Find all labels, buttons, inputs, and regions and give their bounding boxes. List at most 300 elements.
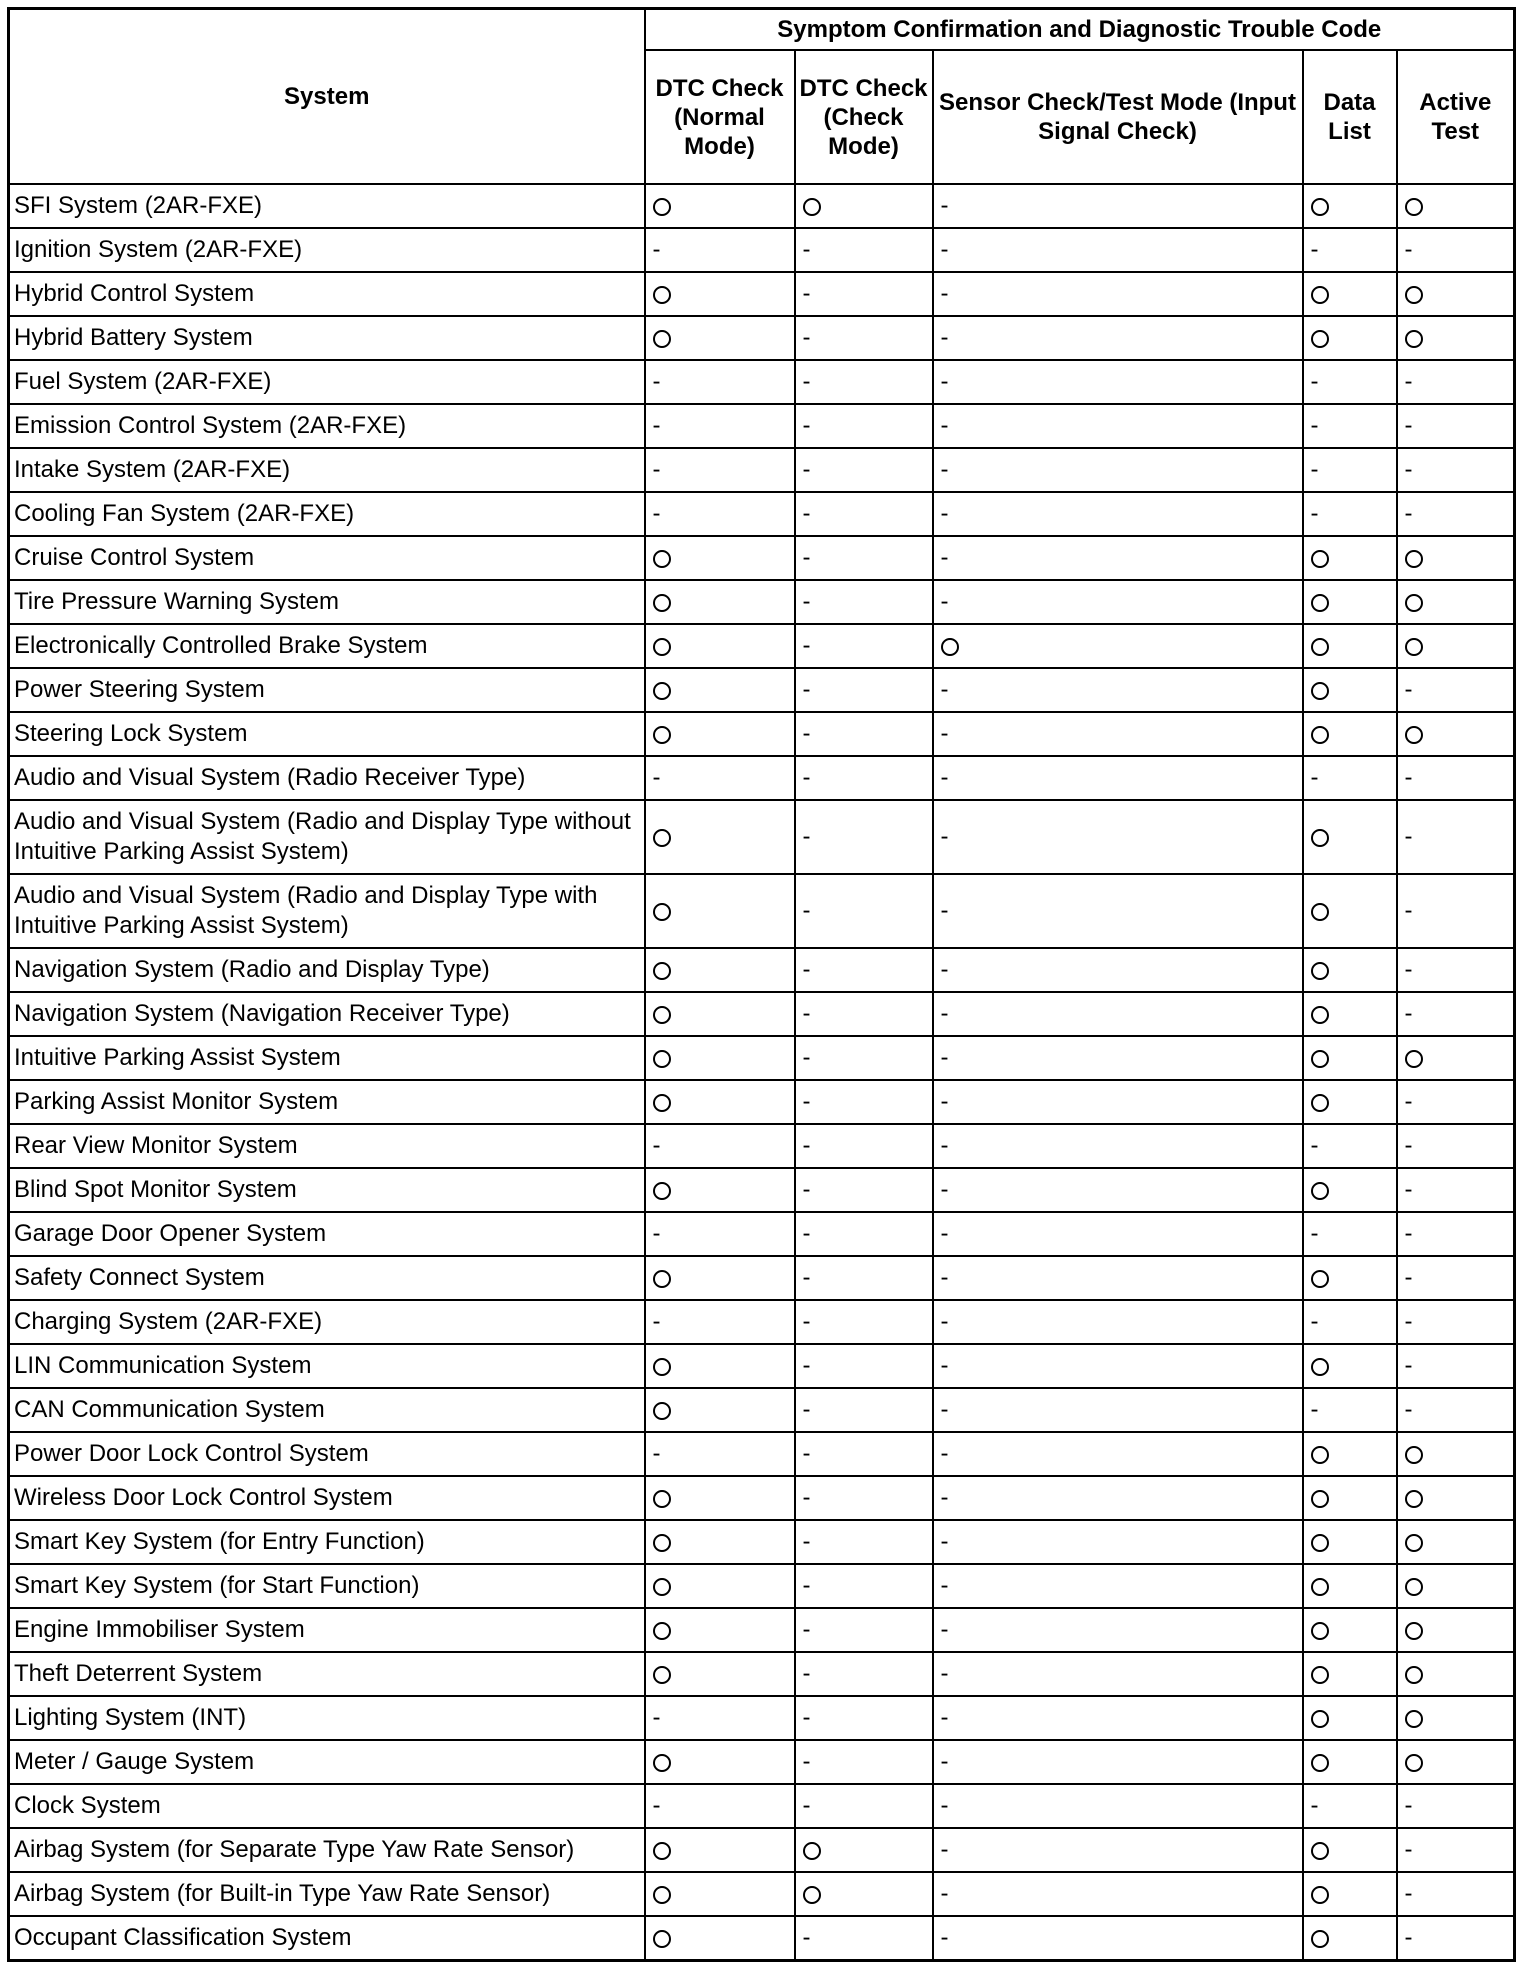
sensor-check-cell: [933, 1564, 1303, 1608]
dash-mark: -: [940, 192, 949, 219]
circle-mark-icon: [1405, 198, 1423, 216]
dash-mark: -: [802, 280, 811, 307]
circle-mark-icon: [1311, 1270, 1329, 1288]
dash-mark: -: [652, 1132, 661, 1159]
circle-mark-icon: [1311, 962, 1329, 980]
dash-mark: -: [652, 1704, 661, 1731]
dash-mark: -: [940, 1572, 949, 1599]
dtc-check-cell: [795, 874, 933, 948]
table-row: [9, 756, 1515, 800]
dash-mark: -: [1404, 1792, 1413, 1819]
table-row: [9, 1300, 1515, 1344]
sensor-check-cell: [933, 1784, 1303, 1828]
table-row: [9, 1168, 1515, 1212]
dash-mark: -: [940, 720, 949, 747]
table-row: [9, 1652, 1515, 1696]
data-list-cell: [1303, 1784, 1397, 1828]
table-row: [9, 1916, 1515, 1961]
dtc-check-cell: [795, 1212, 933, 1256]
table-row: [9, 624, 1515, 668]
circle-mark-icon: [653, 550, 671, 568]
active-test-cell: [1397, 712, 1515, 756]
circle-mark-icon: [653, 638, 671, 656]
dash-mark: -: [1404, 412, 1413, 439]
data-list-cell: [1303, 756, 1397, 800]
dash-mark: -: [802, 1924, 811, 1951]
system-name-cell: Meter / Gauge System: [9, 1740, 645, 1784]
table-row: [9, 1036, 1515, 1080]
table-row: [9, 1740, 1515, 1784]
dtc-check-cell: [795, 1828, 933, 1872]
dtc-normal-cell: [645, 404, 795, 448]
dash-mark: -: [940, 956, 949, 983]
circle-mark-icon: [653, 1050, 671, 1068]
dtc-normal-cell: [645, 948, 795, 992]
sensor-check-cell: [933, 756, 1303, 800]
circle-mark-icon: [1405, 1446, 1423, 1464]
dash-mark: -: [940, 1220, 949, 1247]
dash-mark: -: [940, 324, 949, 351]
data-list-cell: [1303, 448, 1397, 492]
data-list-cell: [1303, 1520, 1397, 1564]
dash-mark: -: [940, 1924, 949, 1951]
active-test-cell: [1397, 404, 1515, 448]
data-list-cell: [1303, 1564, 1397, 1608]
active-test-cell: [1397, 1388, 1515, 1432]
table-row: [9, 1432, 1515, 1476]
dash-mark: -: [802, 1572, 811, 1599]
dash-mark: -: [940, 412, 949, 439]
data-list-cell: [1303, 800, 1397, 874]
circle-mark-icon: [653, 1534, 671, 1552]
circle-mark-icon: [1311, 1886, 1329, 1904]
dash-mark: -: [940, 1044, 949, 1071]
dash-mark: -: [940, 1660, 949, 1687]
circle-mark-icon: [1405, 726, 1423, 744]
circle-mark-icon: [653, 1402, 671, 1420]
circle-mark-icon: [1311, 1578, 1329, 1596]
active-test-cell: [1397, 184, 1515, 228]
dash-mark: -: [940, 764, 949, 791]
dtc-normal-cell: [645, 492, 795, 536]
system-name-cell: Cruise Control System: [9, 536, 645, 580]
dash-mark: -: [1404, 1176, 1413, 1203]
dash-mark: -: [940, 1000, 949, 1027]
dtc-check-cell: [795, 228, 933, 272]
dash-mark: -: [652, 236, 661, 263]
data-list-cell: [1303, 1036, 1397, 1080]
header-active-test: Active Test: [1397, 50, 1515, 184]
dash-mark: -: [940, 1748, 949, 1775]
table-row: [9, 1080, 1515, 1124]
active-test-cell: [1397, 1564, 1515, 1608]
dash-mark: -: [1404, 764, 1413, 791]
active-test-cell: [1397, 668, 1515, 712]
dash-mark: -: [940, 1088, 949, 1115]
dash-mark: -: [1404, 1836, 1413, 1863]
dash-mark: -: [802, 1748, 811, 1775]
active-test-cell: [1397, 1520, 1515, 1564]
sensor-check-cell: [933, 1036, 1303, 1080]
sensor-check-cell: [933, 536, 1303, 580]
header-sensor-check: Sensor Check/Test Mode (Input Signal Check): [933, 50, 1303, 184]
circle-mark-icon: [1311, 330, 1329, 348]
system-name-cell: Charging System (2AR-FXE): [9, 1300, 645, 1344]
system-name-cell: Smart Key System (for Start Function): [9, 1564, 645, 1608]
dash-mark: -: [1404, 456, 1413, 483]
dtc-check-cell: [795, 1740, 933, 1784]
dash-mark: -: [802, 1660, 811, 1687]
dash-mark: -: [1404, 1924, 1413, 1951]
dash-mark: -: [802, 1704, 811, 1731]
data-list-cell: [1303, 668, 1397, 712]
circle-mark-icon: [1311, 726, 1329, 744]
data-list-cell: [1303, 272, 1397, 316]
dash-mark: -: [802, 1396, 811, 1423]
table-row: [9, 272, 1515, 316]
circle-mark-icon: [1311, 638, 1329, 656]
data-list-cell: [1303, 624, 1397, 668]
data-list-cell: [1303, 1344, 1397, 1388]
circle-mark-icon: [1311, 198, 1329, 216]
circle-mark-icon: [1405, 550, 1423, 568]
dtc-normal-cell: [645, 272, 795, 316]
dash-mark: -: [802, 897, 811, 924]
active-test-cell: [1397, 492, 1515, 536]
sensor-check-cell: [933, 992, 1303, 1036]
dash-mark: -: [802, 236, 811, 263]
dtc-check-cell: [795, 404, 933, 448]
table-row: [9, 1256, 1515, 1300]
data-list-cell: [1303, 712, 1397, 756]
dash-mark: -: [802, 588, 811, 615]
dtc-normal-cell: [645, 228, 795, 272]
data-list-cell: [1303, 316, 1397, 360]
circle-mark-icon: [653, 726, 671, 744]
sensor-check-cell: [933, 1432, 1303, 1476]
dtc-normal-cell: [645, 1652, 795, 1696]
circle-mark-icon: [1311, 1622, 1329, 1640]
circle-mark-icon: [653, 286, 671, 304]
active-test-cell: [1397, 1168, 1515, 1212]
data-list-cell: [1303, 1828, 1397, 1872]
dtc-normal-cell: [645, 1036, 795, 1080]
system-name-cell: Lighting System (INT): [9, 1696, 645, 1740]
dash-mark: -: [1404, 368, 1413, 395]
dtc-check-cell: [795, 1784, 933, 1828]
dash-mark: -: [940, 1616, 949, 1643]
dtc-check-cell: [795, 272, 933, 316]
system-name-cell: Cooling Fan System (2AR-FXE): [9, 492, 645, 536]
dash-mark: -: [940, 544, 949, 571]
system-name-cell: Electronically Controlled Brake System: [9, 624, 645, 668]
active-test-cell: [1397, 1872, 1515, 1916]
dash-mark: -: [1404, 500, 1413, 527]
dtc-normal-cell: [645, 580, 795, 624]
data-list-cell: [1303, 492, 1397, 536]
system-name-cell: Airbag System (for Built-in Type Yaw Rate Sensor): [9, 1872, 645, 1916]
table-row: [9, 1872, 1515, 1916]
circle-mark-icon: [1405, 286, 1423, 304]
dtc-check-cell: [795, 1564, 933, 1608]
circle-mark-icon: [653, 962, 671, 980]
dash-mark: -: [940, 1792, 949, 1819]
dash-mark: -: [802, 324, 811, 351]
dash-mark: -: [802, 1308, 811, 1335]
dash-mark: -: [802, 1132, 811, 1159]
dash-mark: -: [802, 1044, 811, 1071]
dtc-check-cell: [795, 1080, 933, 1124]
dash-mark: -: [802, 1792, 811, 1819]
dash-mark: -: [1404, 1352, 1413, 1379]
system-name-cell: Wireless Door Lock Control System: [9, 1476, 645, 1520]
dtc-normal-cell: [645, 1168, 795, 1212]
dash-mark: -: [802, 720, 811, 747]
system-name-cell: Intuitive Parking Assist System: [9, 1036, 645, 1080]
dash-mark: -: [802, 676, 811, 703]
dash-mark: -: [652, 368, 661, 395]
dtc-normal-cell: [645, 1300, 795, 1344]
dtc-check-cell: [795, 1168, 933, 1212]
dtc-check-cell: [795, 756, 933, 800]
table-row: [9, 800, 1515, 874]
circle-mark-icon: [803, 1842, 821, 1860]
sensor-check-cell: [933, 448, 1303, 492]
sensor-check-cell: [933, 1740, 1303, 1784]
active-test-cell: [1397, 1608, 1515, 1652]
dash-mark: -: [1404, 676, 1413, 703]
system-name-cell: Audio and Visual System (Radio Receiver Type): [9, 756, 645, 800]
sensor-check-cell: [933, 228, 1303, 272]
dash-mark: -: [802, 456, 811, 483]
table-row: [9, 712, 1515, 756]
table-row: [9, 536, 1515, 580]
circle-mark-icon: [653, 1358, 671, 1376]
dtc-normal-cell: [645, 1388, 795, 1432]
sensor-check-cell: [933, 1124, 1303, 1168]
dash-mark: -: [940, 280, 949, 307]
system-name-cell: Hybrid Control System: [9, 272, 645, 316]
data-list-cell: [1303, 580, 1397, 624]
dtc-check-cell: [795, 536, 933, 580]
data-list-cell: [1303, 874, 1397, 948]
dash-mark: -: [1404, 1396, 1413, 1423]
system-name-cell: Emission Control System (2AR-FXE): [9, 404, 645, 448]
circle-mark-icon: [1311, 1094, 1329, 1112]
active-test-cell: [1397, 756, 1515, 800]
dtc-normal-cell: [645, 184, 795, 228]
sensor-check-cell: [933, 1168, 1303, 1212]
active-test-cell: [1397, 1652, 1515, 1696]
sensor-check-cell: [933, 1916, 1303, 1961]
circle-mark-icon: [803, 1886, 821, 1904]
dash-mark: -: [802, 956, 811, 983]
dash-mark: -: [940, 823, 949, 850]
dash-mark: -: [1404, 1132, 1413, 1159]
data-list-cell: [1303, 1256, 1397, 1300]
dtc-normal-cell: [645, 1256, 795, 1300]
table-row: [9, 448, 1515, 492]
system-name-cell: Fuel System (2AR-FXE): [9, 360, 645, 404]
circle-mark-icon: [803, 198, 821, 216]
dash-mark: -: [802, 1000, 811, 1027]
dtc-normal-cell: [645, 1696, 795, 1740]
circle-mark-icon: [1311, 1930, 1329, 1948]
active-test-cell: [1397, 624, 1515, 668]
dash-mark: -: [802, 1176, 811, 1203]
header-dtc-check: DTC Check (Check Mode): [795, 50, 933, 184]
dash-mark: -: [940, 1704, 949, 1731]
dash-mark: -: [940, 1176, 949, 1203]
table-row: [9, 228, 1515, 272]
dtc-check-cell: [795, 1696, 933, 1740]
circle-mark-icon: [653, 1622, 671, 1640]
table-row: [9, 1828, 1515, 1872]
circle-mark-icon: [1311, 1446, 1329, 1464]
sensor-check-cell: [933, 1080, 1303, 1124]
dash-mark: -: [1310, 500, 1319, 527]
dash-mark: -: [802, 632, 811, 659]
dtc-check-cell: [795, 1388, 933, 1432]
active-test-cell: [1397, 948, 1515, 992]
dtc-check-cell: [795, 668, 933, 712]
data-list-cell: [1303, 1388, 1397, 1432]
dash-mark: -: [802, 823, 811, 850]
dash-mark: -: [802, 368, 811, 395]
table-row: [9, 360, 1515, 404]
table-row: [9, 1124, 1515, 1168]
dtc-check-cell: [795, 948, 933, 992]
active-test-cell: [1397, 1432, 1515, 1476]
dash-mark: -: [802, 500, 811, 527]
dash-mark: -: [940, 1440, 949, 1467]
dash-mark: -: [940, 1132, 949, 1159]
circle-mark-icon: [1405, 638, 1423, 656]
dtc-check-cell: [795, 316, 933, 360]
dash-mark: -: [802, 544, 811, 571]
sensor-check-cell: [933, 948, 1303, 992]
table-row: [9, 948, 1515, 992]
dash-mark: -: [1404, 1220, 1413, 1247]
dash-mark: -: [652, 456, 661, 483]
dtc-normal-cell: [645, 1740, 795, 1784]
data-list-cell: [1303, 404, 1397, 448]
circle-mark-icon: [1311, 1358, 1329, 1376]
dash-mark: -: [652, 1440, 661, 1467]
active-test-cell: [1397, 1828, 1515, 1872]
circle-mark-icon: [1311, 829, 1329, 847]
system-name-cell: Rear View Monitor System: [9, 1124, 645, 1168]
system-name-cell: Power Steering System: [9, 668, 645, 712]
dash-mark: -: [940, 588, 949, 615]
sensor-check-cell: [933, 1388, 1303, 1432]
dash-mark: -: [940, 236, 949, 263]
circle-mark-icon: [653, 1270, 671, 1288]
sensor-check-cell: [933, 1696, 1303, 1740]
dtc-normal-cell: [645, 1212, 795, 1256]
circle-mark-icon: [653, 198, 671, 216]
dash-mark: -: [652, 1792, 661, 1819]
sensor-check-cell: [933, 874, 1303, 948]
active-test-cell: [1397, 1212, 1515, 1256]
dtc-check-cell: [795, 1652, 933, 1696]
active-test-cell: [1397, 360, 1515, 404]
dtc-check-cell: [795, 800, 933, 874]
dtc-check-cell: [795, 624, 933, 668]
dash-mark: -: [940, 456, 949, 483]
dash-mark: -: [652, 764, 661, 791]
circle-mark-icon: [1405, 594, 1423, 612]
dtc-check-cell: [795, 1256, 933, 1300]
dtc-check-cell: [795, 712, 933, 756]
table-row: [9, 1520, 1515, 1564]
dtc-normal-cell: [645, 1916, 795, 1961]
dtc-normal-cell: [645, 668, 795, 712]
system-name-cell: Audio and Visual System (Radio and Display Type with Intuitive Parking Assist System): [9, 874, 645, 948]
system-name-cell: CAN Communication System: [9, 1388, 645, 1432]
active-test-cell: [1397, 1124, 1515, 1168]
dtc-normal-cell: [645, 1608, 795, 1652]
dash-mark: -: [1310, 1792, 1319, 1819]
dash-mark: -: [1404, 1000, 1413, 1027]
circle-mark-icon: [653, 1094, 671, 1112]
dtc-check-cell: [795, 1124, 933, 1168]
circle-mark-icon: [1311, 1050, 1329, 1068]
dtc-normal-cell: [645, 1828, 795, 1872]
table-body: [9, 184, 1515, 1961]
sensor-check-cell: [933, 1828, 1303, 1872]
data-list-cell: [1303, 1916, 1397, 1961]
active-test-cell: [1397, 874, 1515, 948]
dash-mark: -: [1310, 368, 1319, 395]
circle-mark-icon: [1405, 1534, 1423, 1552]
table-row: [9, 992, 1515, 1036]
table-row: [9, 1388, 1515, 1432]
system-name-cell: Clock System: [9, 1784, 645, 1828]
data-list-cell: [1303, 1696, 1397, 1740]
dash-mark: -: [1404, 236, 1413, 263]
dash-mark: -: [940, 897, 949, 924]
circle-mark-icon: [1311, 1754, 1329, 1772]
active-test-cell: [1397, 1036, 1515, 1080]
circle-mark-icon: [1405, 1578, 1423, 1596]
table-row: [9, 1564, 1515, 1608]
dtc-normal-cell: [645, 316, 795, 360]
system-name-cell: Theft Deterrent System: [9, 1652, 645, 1696]
system-name-cell: Power Door Lock Control System: [9, 1432, 645, 1476]
circle-mark-icon: [1311, 286, 1329, 304]
sensor-check-cell: [933, 1256, 1303, 1300]
circle-mark-icon: [653, 1182, 671, 1200]
circle-mark-icon: [1311, 1666, 1329, 1684]
sensor-check-cell: [933, 360, 1303, 404]
active-test-cell: [1397, 580, 1515, 624]
circle-mark-icon: [1405, 1050, 1423, 1068]
system-name-cell: SFI System (2AR-FXE): [9, 184, 645, 228]
dtc-normal-cell: [645, 800, 795, 874]
circle-mark-icon: [1311, 1182, 1329, 1200]
data-list-cell: [1303, 1300, 1397, 1344]
dash-mark: -: [1310, 1220, 1319, 1247]
circle-mark-icon: [1311, 682, 1329, 700]
dtc-check-cell: [795, 1476, 933, 1520]
circle-mark-icon: [1311, 903, 1329, 921]
dtc-normal-cell: [645, 1344, 795, 1388]
dtc-normal-cell: [645, 756, 795, 800]
dtc-check-cell: [795, 1036, 933, 1080]
data-list-cell: [1303, 1432, 1397, 1476]
dtc-check-cell: [795, 448, 933, 492]
